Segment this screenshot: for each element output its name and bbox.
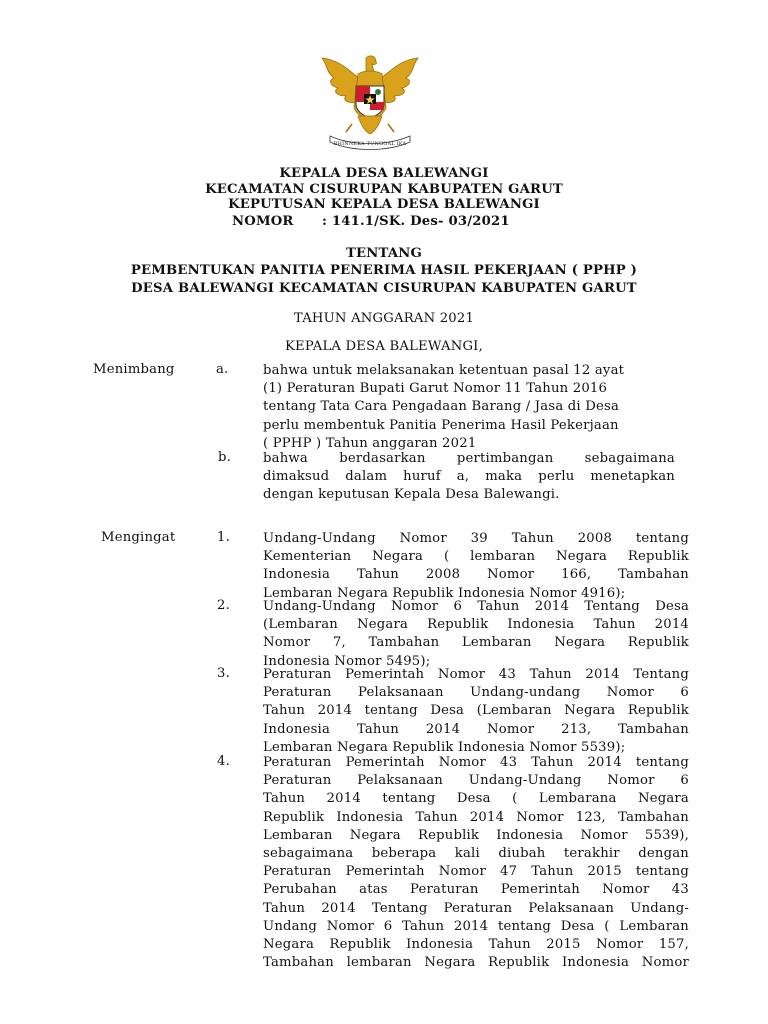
menimbang-mark-a: a.	[216, 362, 229, 377]
garuda-emblem-icon	[312, 52, 428, 152]
mengingat-mark-2: 2.	[217, 598, 230, 613]
header-line-1: KEPALA DESA BALEWANGI	[279, 166, 489, 181]
menimbang-item-b: bahwa berdasarkan pertimbangan sebagaimana dimaksud dalam huruf a, maka perlu menetapkan dengan keputusan Kepala Desa Balewangi.	[263, 451, 675, 503]
title-line-2: DESA BALEWANGI KECAMATAN CISURUPAN KABUPATEN GARUT	[131, 281, 637, 296]
emblem-motto: BHINNEKA TUNGGAL IKA	[333, 141, 407, 147]
mengingat-mark-3: 3.	[217, 666, 230, 681]
mengingat-mark-1: 1.	[217, 530, 230, 545]
nomor-label: NOMOR	[232, 214, 294, 229]
menimbang-item-a: bahwa untuk melaksanakan ketentuan pasal 12 ayat (1) Peraturan Bupati Garut Nomor 11 Tahun 2016 tentang Tata Cara Pengadaan Barang / Jasa di Desa perlu membentuk Panitia Penerima Hasil Pekerjaan ( PPHP ) Tahun anggaran 2021	[263, 363, 625, 451]
tentang-heading: TENTANG	[346, 246, 422, 261]
kepala-desa-heading: KEPALA DESA BALEWANGI,	[285, 339, 483, 354]
header-line-2: KECAMATAN CISURUPAN KABUPATEN GARUT	[205, 182, 563, 197]
mengingat-item-3: Peraturan Pemerintah Nomor 43 Tahun 2014 Tentang Peraturan Pelaksanaan Undang-undang Nomor 6 Tahun 2014 tentang Desa (Lembaran Negara Republik Indonesia Tahun 2014 Nomor 213, Tambahan Lembaran Negara Republik Indonesia Nomor 5539);	[263, 667, 689, 755]
nomor-value: : 141.1/SK. Des- 03/2021	[322, 214, 510, 229]
header-line-3: KEPUTUSAN KEPALA DESA BALEWANGI	[228, 197, 540, 212]
mengingat-item-1: Undang-Undang Nomor 39 Tahun 2008 tentang Kementerian Negara ( lembaran Negara Republik Indonesia Tahun 2008 Nomor 166, Tambahan Lembaran Negara Republik Indonesia Nomor 4916);	[263, 531, 689, 601]
mengingat-label: Mengingat	[101, 530, 176, 545]
tahun-anggaran: TAHUN ANGGARAN 2021	[293, 311, 475, 326]
mengingat-item-4: Peraturan Pemerintah Nomor 43 Tahun 2014 tentang Peraturan Pelaksanaan Undang-Undang Nomor 6 Tahun 2014 tentang Desa ( Lembarana Negara Republik Indonesia Tahun 2014 Nomor 123, Tambahan Lembaran Negara Republik Indonesia Nomor 5539), sebagaimana beberapa kali diubah terakhir dengan Peraturan Pemerintah Nomor 47 Tahun 2015 tentang Perubahan atas Peraturan Pemerintah Nomor 43 Tahun 2014 Tentang Peraturan Pelaksanaan Undang- Undang Nomor 6 Tahun 2014 tentang Desa ( Lembaran Negara Republik Indonesia Tahun 2015 Nomor 157, Tambahan lembaran Negara Republik Indonesia Nomor	[263, 755, 689, 971]
mengingat-mark-4: 4.	[217, 754, 230, 769]
menimbang-mark-b: b.	[218, 450, 232, 465]
menimbang-label: Menimbang	[93, 362, 175, 377]
mengingat-item-2: Undang-Undang Nomor 6 Tahun 2014 Tentang Desa (Lembaran Negara Republik Indonesia Tahun 2014 Nomor 7, Tambahan Lembaran Negara Republik Indonesia Nomor 5495);	[263, 599, 689, 669]
title-line-1: PEMBENTUKAN PANITIA PENERIMA HASIL PEKERJAAN ( PPHP )	[130, 263, 638, 278]
